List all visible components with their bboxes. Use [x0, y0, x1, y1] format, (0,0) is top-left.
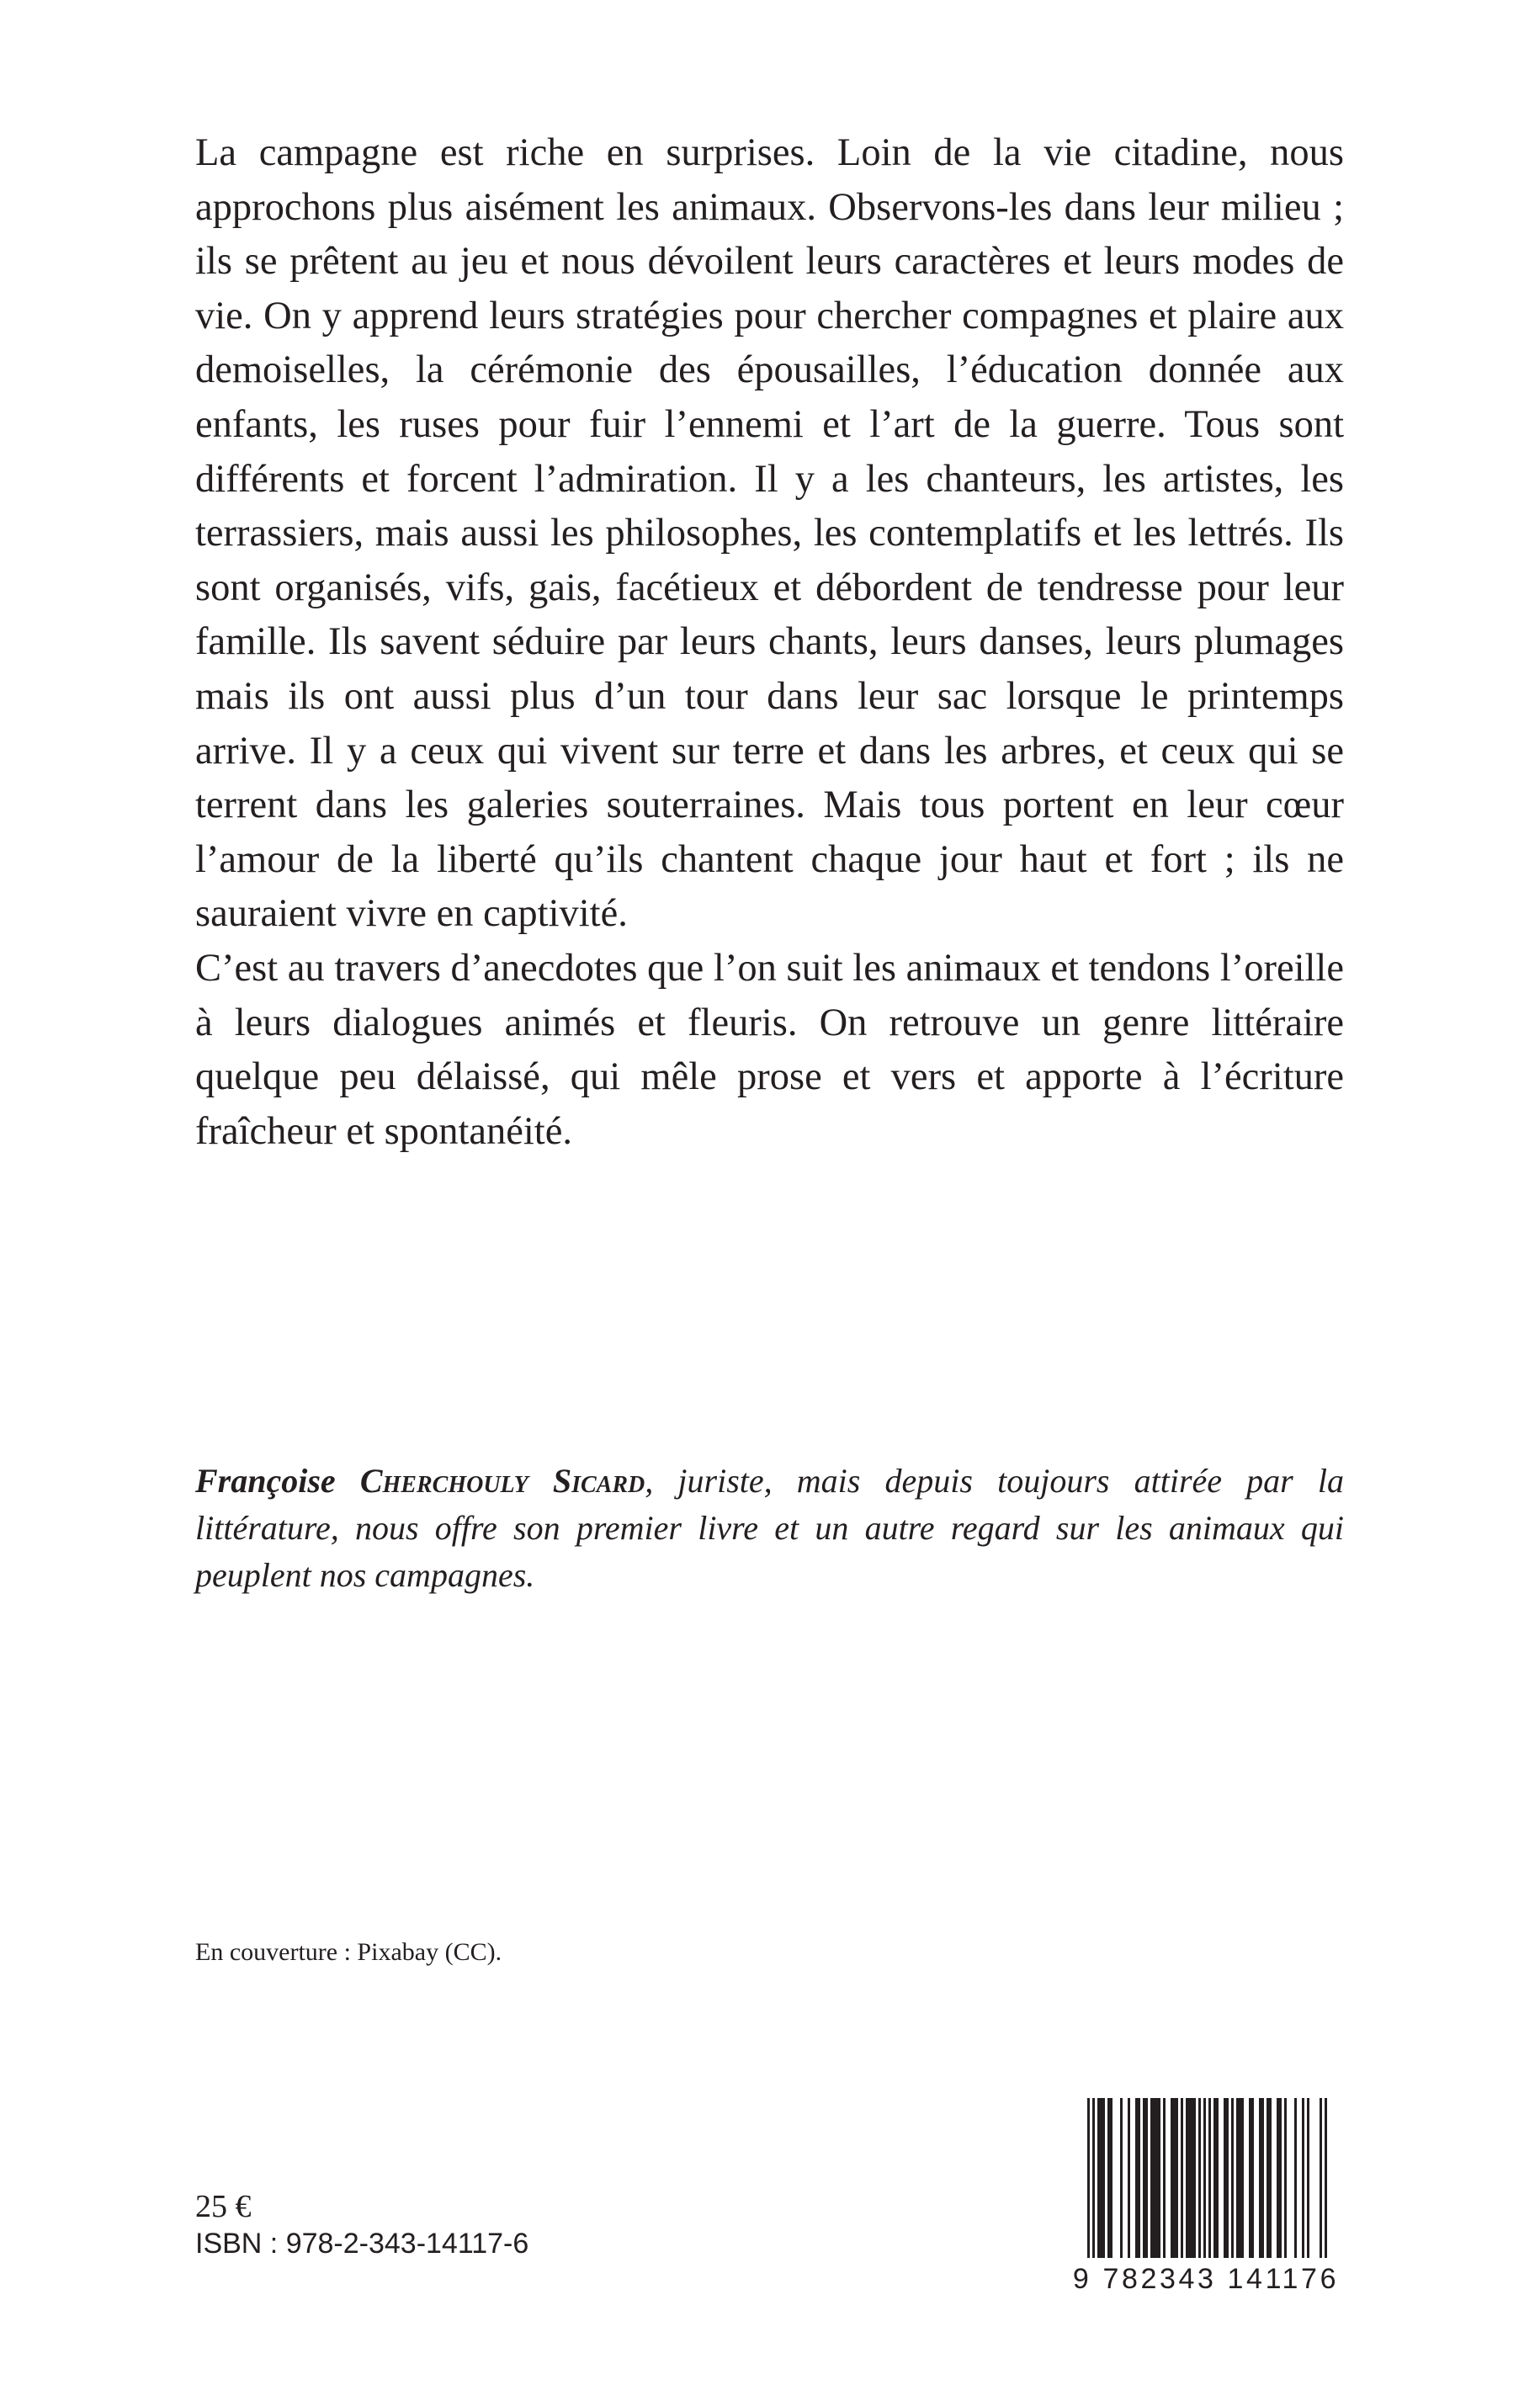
- barcode-bar: [1277, 2098, 1279, 2266]
- barcode-bar: [1216, 2098, 1219, 2266]
- barcode-bar: [1294, 2098, 1297, 2266]
- barcode-bar: [1249, 2098, 1251, 2266]
- barcode-bar: [1100, 2098, 1102, 2266]
- barcode-bar: [1279, 2098, 1282, 2266]
- barcode-bar: [1120, 2098, 1123, 2266]
- barcode-bar: [1186, 2098, 1188, 2266]
- barcode-bar: [1128, 2098, 1130, 2266]
- barcode-bar: [1302, 2098, 1304, 2266]
- barcode-bar: [1325, 2098, 1327, 2266]
- barcode-bar: [1267, 2098, 1269, 2266]
- barcode-bar: [1193, 2098, 1196, 2266]
- summary-paragraph: C’est au travers d’anecdotes que l’on suit les animaux et tendons l’oreille à leurs dialogues animés et fleuris. On retrouve un genre littéraire quelque peu délaissé, qui mêle prose et vers et apporte à l’écriture fraîcheur et spontanéité.: [195, 946, 1344, 1153]
- barcode-bar: [1143, 2098, 1145, 2266]
- author-bio-text: , juriste, mais depuis toujours attirée par la littérature, nous offre son premier livre et un autre regard sur les animaux qui peuplent nos campagnes.: [195, 1462, 1345, 1594]
- barcode-bar: [1181, 2098, 1183, 2266]
- barcode-bar: [1203, 2098, 1206, 2266]
- barcode-bar: [1153, 2098, 1155, 2266]
- barcode-bar: [1163, 2098, 1166, 2266]
- barcode-bar: [1188, 2098, 1191, 2266]
- barcode-bar: [1110, 2098, 1113, 2266]
- barcode-bar: [1097, 2098, 1100, 2266]
- author-bio: [195, 1458, 1344, 1599]
- barcode-bar: [1145, 2098, 1148, 2266]
- barcode-bar: [1236, 2098, 1239, 2266]
- back-cover-summary: [195, 126, 1344, 1159]
- barcode-bar: [1191, 2098, 1193, 2266]
- barcode-bar: [1087, 2098, 1090, 2266]
- barcode-bar: [1231, 2098, 1234, 2266]
- barcode-bar: [1158, 2098, 1160, 2266]
- barcode-bar: [1224, 2098, 1226, 2266]
- summary-paragraph: La campagne est riche en surprises. Loin de la vie citadine, nous approchons plus aisément les animaux. Observons-les dans leur milieu ; ils se prêtent au jeu et nous dévoilent leurs caractères et leurs modes de vie. On y apprend leurs stratégies pour chercher compagnes et plaire aux demoiselles, la cérémonie des épousailles, l’éducation donnée aux enfants, les ruses pour fuir l’ennemi et l’art de la guerre. Tous sont différents et forcent l’admiration. Il y a les chanteurs, les artistes, les terrassiers, mais aussi les philosophes, les contemplatifs et les lettrés. Ils sont organisés, vifs, gais, facétieux et débordent de tendresse pour leur famille. Ils savent séduire par leurs chants, leurs danses, leurs plumages mais ils ont aussi plus d’un tour dans leur sac lorsque le printemps arrive. Il y a ceux qui vivent sur terre et dans les arbres, et ceux qui se terrent dans les galeries souterraines. Mais tous portent en leur cœur l’amour de la liberté qu’ils chantent chaque jour haut et fort ; ils ne sauraient vivre en captivité.: [195, 131, 1344, 936]
- barcode-bar: [1150, 2098, 1153, 2266]
- barcode-bar: [1092, 2098, 1095, 2266]
- barcode-bar: [1261, 2098, 1264, 2266]
- barcode-bar: [1171, 2098, 1173, 2266]
- barcode-bar: [1198, 2098, 1201, 2266]
- author-name: [195, 1462, 645, 1500]
- barcode-bar: [1135, 2098, 1138, 2266]
- isbn: ISBN : 978-2-343-14117-6: [195, 2228, 529, 2260]
- barcode-bar: [1173, 2098, 1176, 2266]
- barcode-bar: [1241, 2098, 1244, 2266]
- author-first-name: Françoise: [195, 1462, 336, 1500]
- barcode-digits: 9 782343 141176: [1067, 2258, 1345, 2300]
- price: 25 €: [195, 2189, 252, 2224]
- author-last-name: Cherchouly Sicard: [359, 1462, 645, 1500]
- barcode-bar: [1102, 2098, 1105, 2266]
- barcode-bar: [1138, 2098, 1140, 2266]
- cover-credit: En couverture : Pixabay (CC).: [195, 1938, 502, 1966]
- barcode-bar: [1307, 2098, 1309, 2266]
- barcode-bar: [1226, 2098, 1229, 2266]
- barcode-bar: [1155, 2098, 1158, 2266]
- barcode-bar: [1259, 2098, 1261, 2266]
- barcode-bar: [1284, 2098, 1287, 2266]
- barcode: [1067, 2098, 1345, 2300]
- barcode-bar: [1176, 2098, 1178, 2266]
- barcode-bar: [1251, 2098, 1254, 2266]
- barcode-bars: [1067, 2098, 1345, 2266]
- barcode-bar: [1213, 2098, 1216, 2266]
- barcode-bar: [1107, 2098, 1110, 2266]
- barcode-bar: [1269, 2098, 1272, 2266]
- barcode-bar: [1239, 2098, 1241, 2266]
- barcode-bar: [1320, 2098, 1322, 2266]
- barcode-bar: [1208, 2098, 1211, 2266]
